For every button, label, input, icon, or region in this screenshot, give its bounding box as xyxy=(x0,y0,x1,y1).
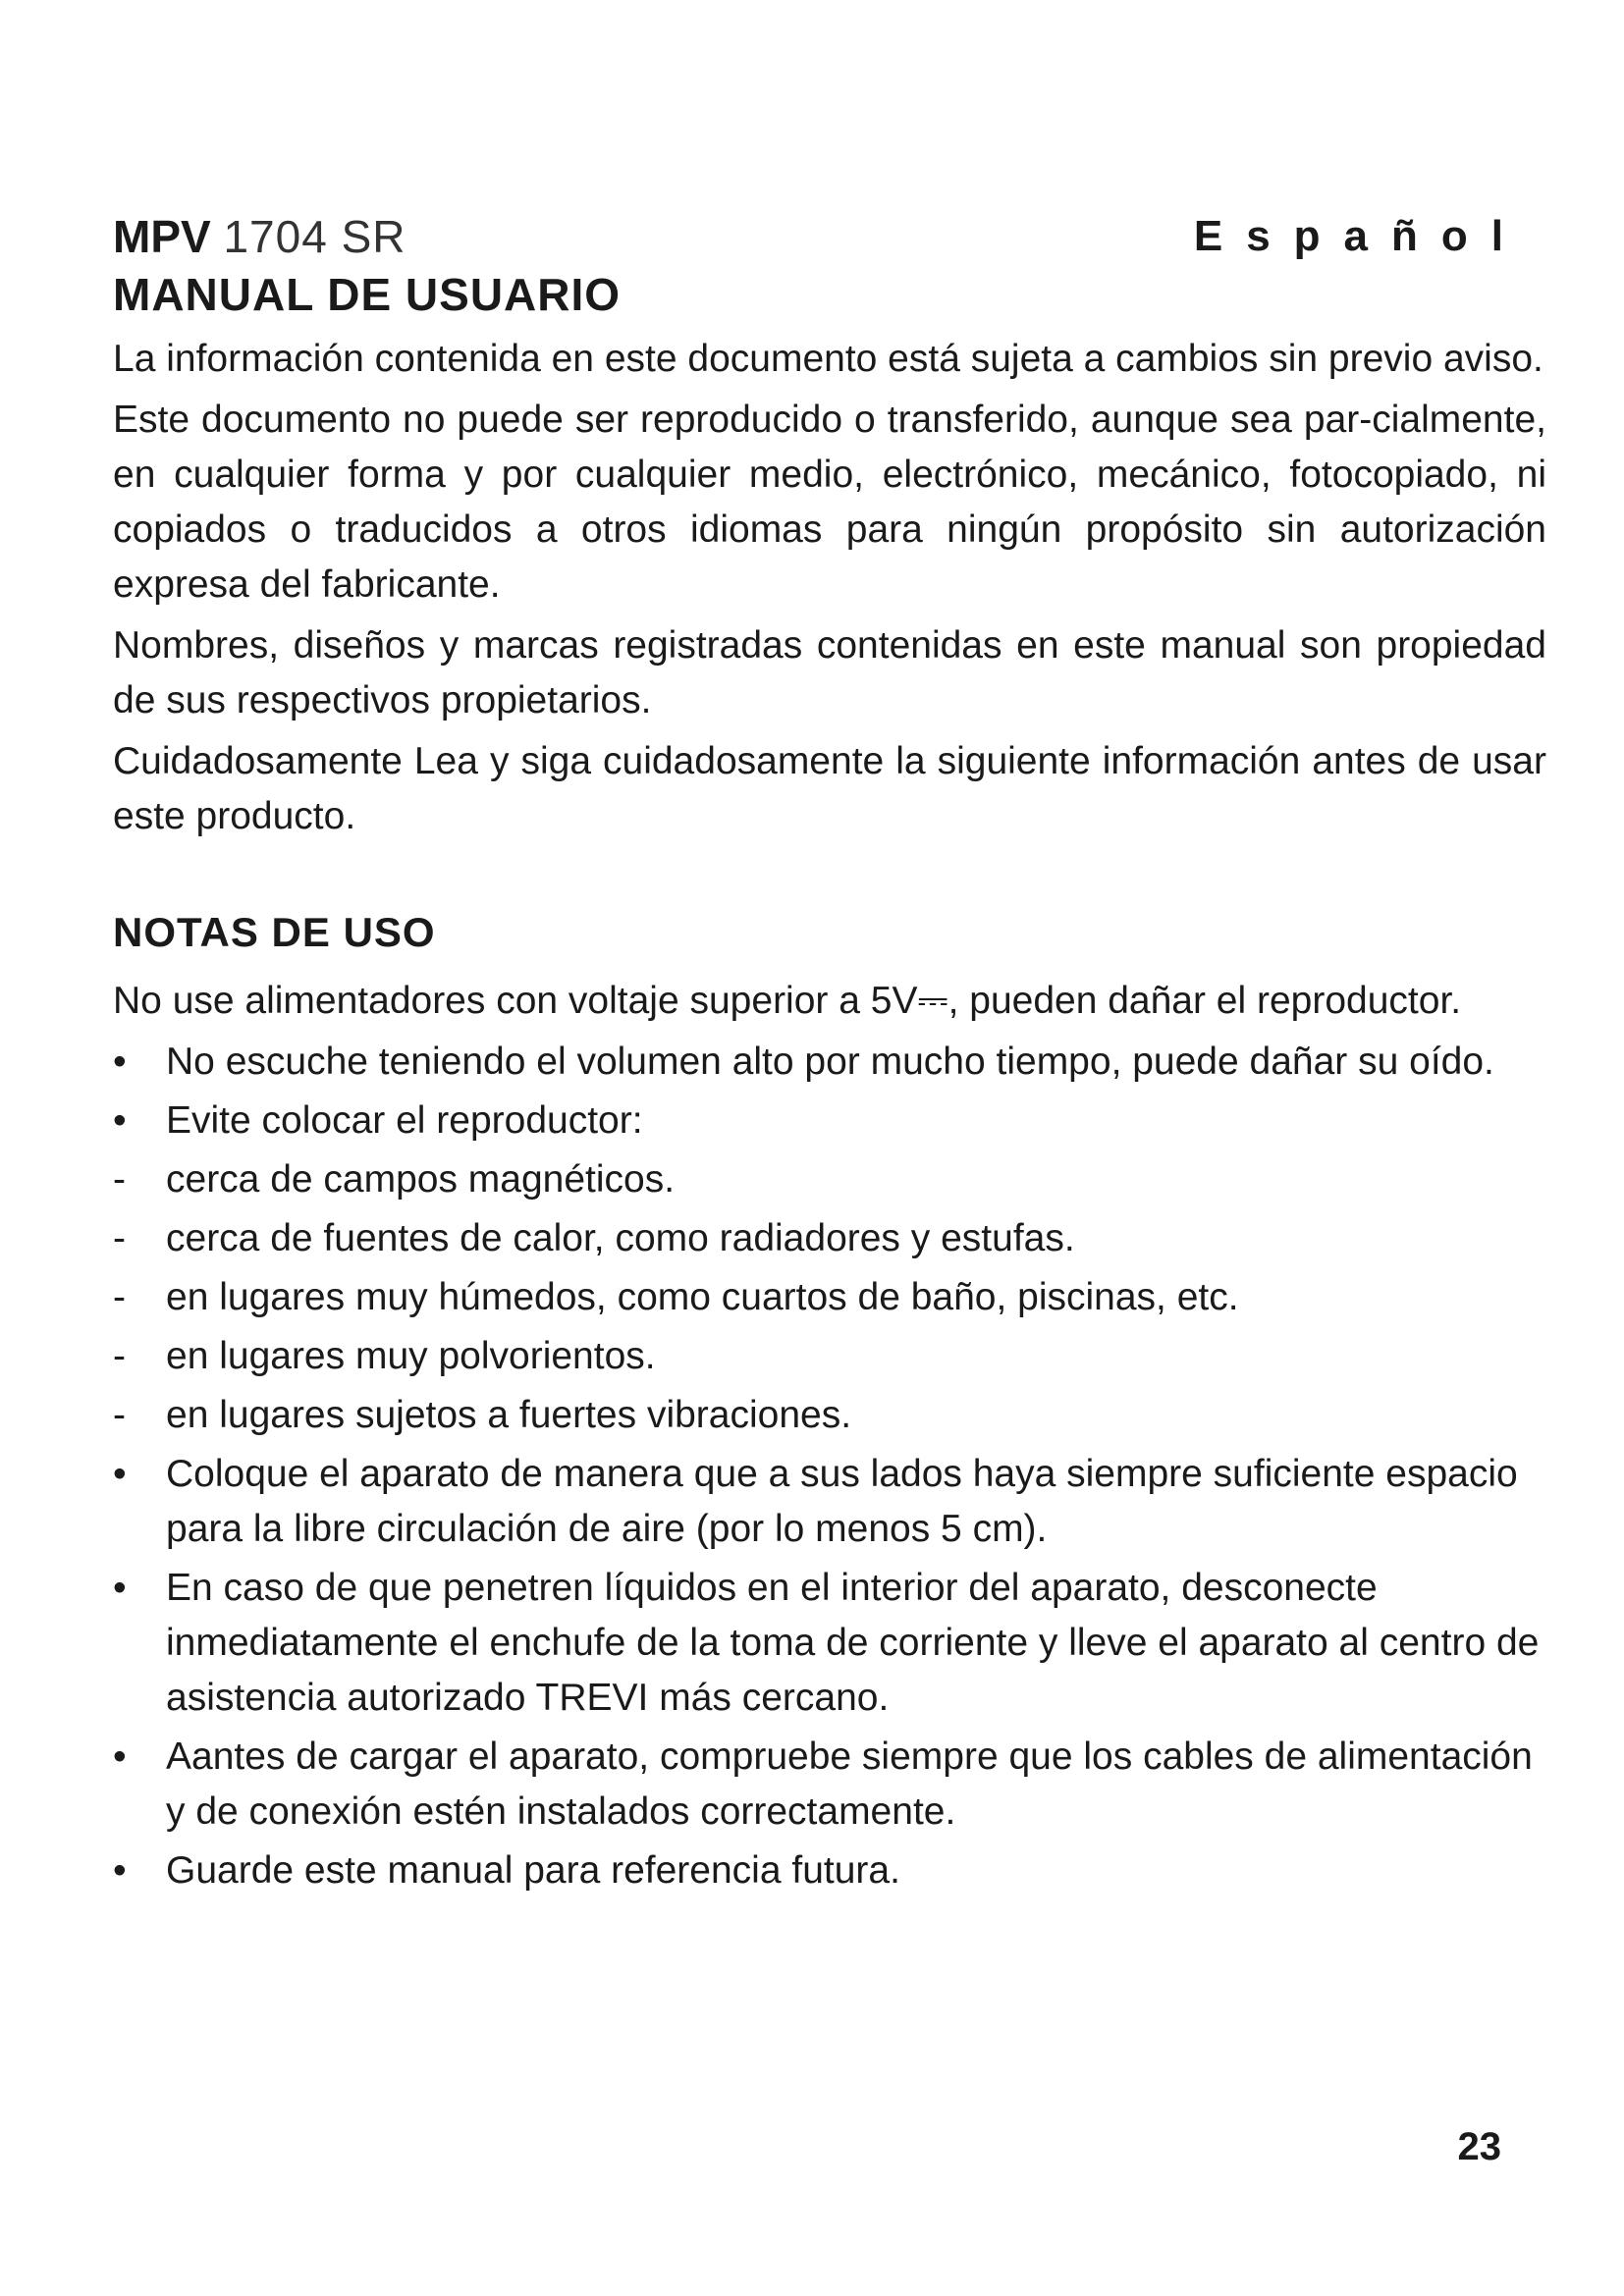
list-item xyxy=(113,1561,1546,1726)
intro-paragraph-1: La información contenida en este documento está sujeta a cambios sin previo aviso. xyxy=(113,338,1543,380)
list-item xyxy=(113,1035,1546,1090)
list-item-text: en lugares muy polvorientos. xyxy=(166,1335,656,1377)
list-item-text: cerca de campos magnéticos. xyxy=(166,1158,676,1201)
list-item-text: en lugares muy húmedos, como cuartos de baño, piscinas, etc. xyxy=(166,1276,1239,1318)
list-item-text: cerca de fuentes de calor, como radiadores y estufas. xyxy=(166,1217,1075,1259)
list-marker: • xyxy=(113,1041,127,1083)
list-item-text: Aantes de cargar el aparato, compruebe siempre que los cables de alimentación y de conexión estén instalados correctamente. xyxy=(166,1735,1533,1833)
list-item xyxy=(113,1730,1546,1840)
list-marker: - xyxy=(113,1158,126,1201)
list-item-text: Guarde este manual para referencia futura. xyxy=(166,1849,900,1892)
list-item-text: en lugares sujetos a fuertes vibraciones. xyxy=(166,1394,852,1436)
usage-notes-list xyxy=(113,1035,1546,1898)
list-marker: - xyxy=(113,1217,126,1259)
section-title: NOTAS DE USO xyxy=(113,909,436,955)
document-page xyxy=(113,206,1546,1902)
list-item-text: No escuche teniendo el volumen alto por mucho tiempo, puede dañar su oído. xyxy=(166,1041,1494,1083)
list-marker: - xyxy=(113,1276,126,1318)
list-item-text: En caso de que penetren líquidos en el interior del aparato, desconecte inmediatamente el enchufe de la toma de corriente y lleve el aparato al centro de asistencia autorizado TREVI más cercano. xyxy=(166,1567,1540,1719)
list-marker: • xyxy=(113,1849,127,1892)
page-number: 23 xyxy=(1457,2125,1501,2168)
language-label: Español xyxy=(1193,212,1527,260)
list-item xyxy=(113,1270,1546,1325)
list-item xyxy=(113,1152,1546,1207)
list-item xyxy=(113,1329,1546,1384)
intro-paragraph-4: Cuidadosamente Lea y siga cuidadosamente la siguiente información antes de usar este producto. xyxy=(113,740,1546,837)
list-item-text: Coloque el aparato de manera que a sus lados haya siempre suficiente espacio para la libre circulación de aire (por lo menos 5 cm). xyxy=(166,1453,1518,1550)
list-item xyxy=(113,1447,1546,1557)
list-item xyxy=(113,1211,1546,1266)
document-title: MANUAL DE USUARIO xyxy=(113,269,622,320)
list-marker: - xyxy=(113,1394,126,1436)
model-name-number: 1704 SR xyxy=(223,211,406,262)
intro-paragraph-3: Nombres, diseños y marcas registradas contenidas en este manual son propiedad de sus respectivos propietarios. xyxy=(113,624,1546,721)
list-marker: • xyxy=(113,1567,127,1609)
page-header xyxy=(113,206,1546,267)
list-marker: • xyxy=(113,1453,127,1495)
list-item xyxy=(113,1094,1546,1148)
list-marker: • xyxy=(113,1099,127,1142)
intro-paragraph-2: Este documento no puede ser reproducido o transferido, aunque sea par-cialmente, en cualquier forma y por cualquier medio, electrónico, mecánico, fotocopiado, ni copiados o traducidos a otros idiomas para ningún propósito sin autorización expresa del fabricante. xyxy=(113,399,1546,606)
section-lead: No use alimentadores con voltaje superior a 5V⎓, pueden dañar el reproductor. xyxy=(113,980,1462,1022)
list-marker: - xyxy=(113,1335,126,1377)
list-item-text: Evite colocar el reproductor: xyxy=(166,1099,643,1142)
model-name-bold: MPV xyxy=(113,211,211,262)
list-item xyxy=(113,1843,1546,1898)
list-marker: • xyxy=(113,1735,127,1778)
list-item xyxy=(113,1388,1546,1443)
model-name xyxy=(113,206,406,267)
